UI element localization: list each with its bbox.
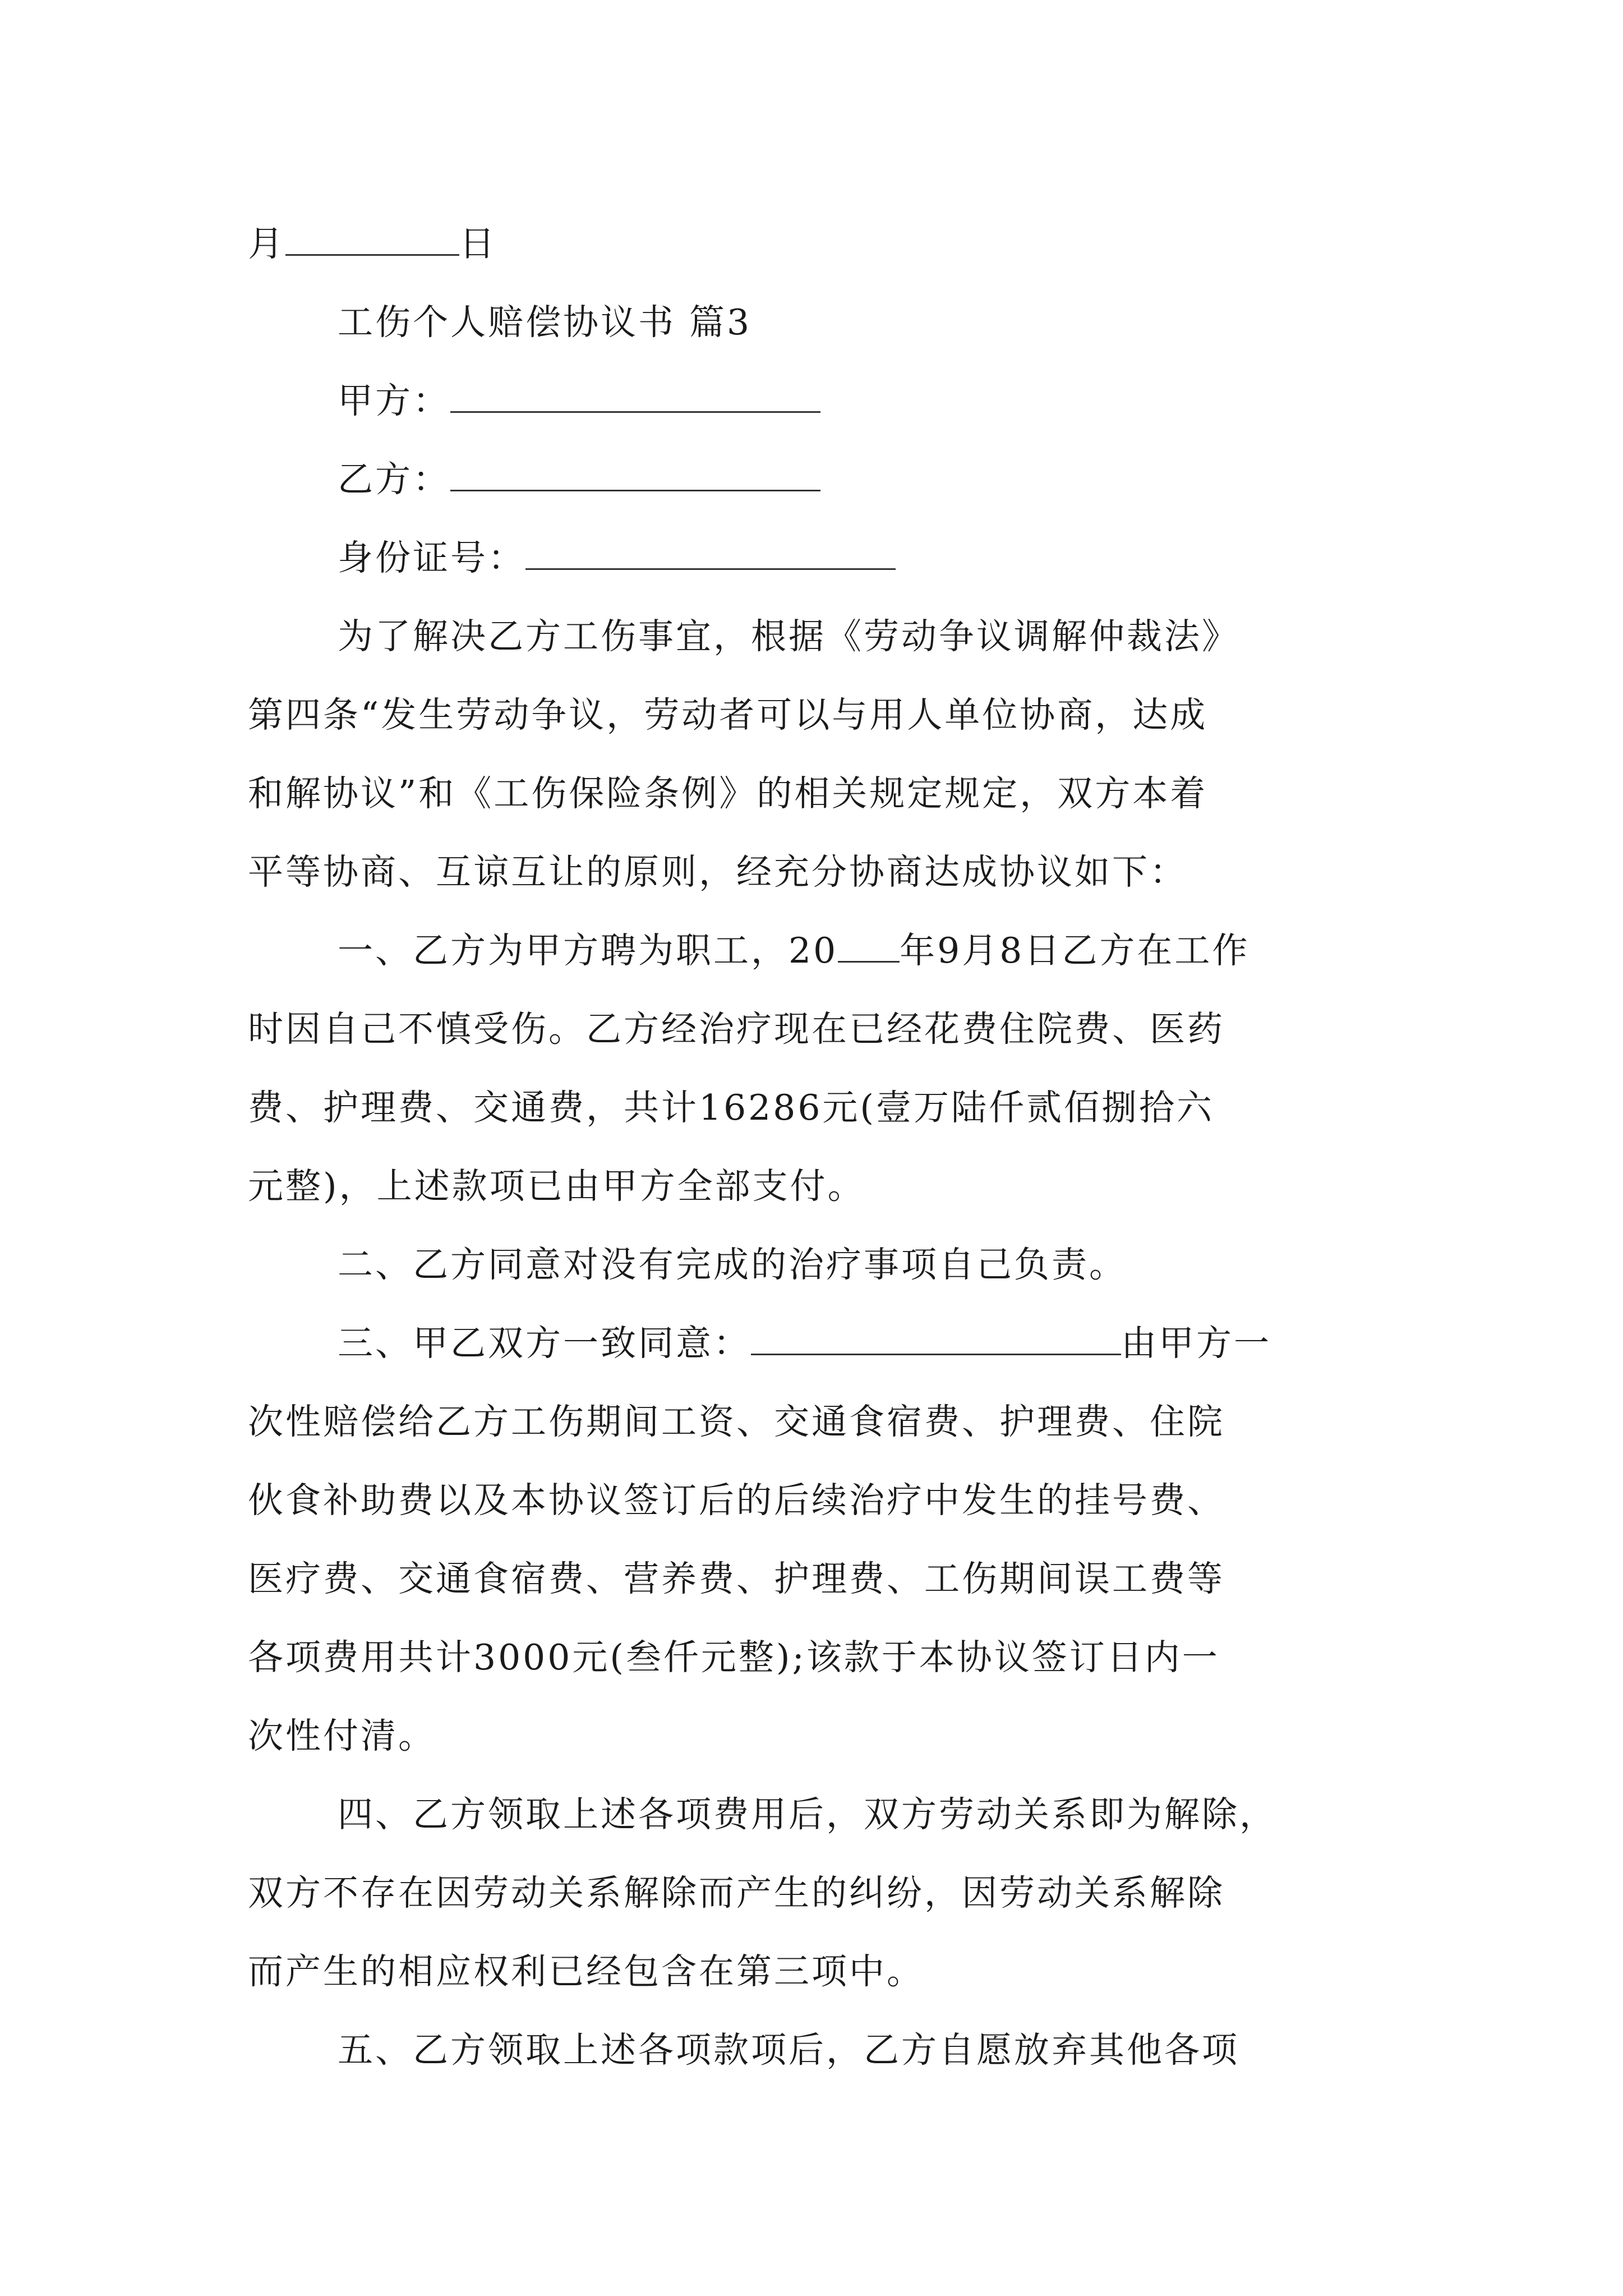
party-a-line (338, 379, 820, 424)
clause-3-text: 由甲方一 (1121, 1323, 1271, 1364)
clause-3-text: 三、甲乙双方一致同意： (338, 1323, 751, 1364)
clause-1-line: 元整)，上述款项已由甲方全部支付。 (248, 1166, 865, 1207)
clause-5-line: 五、乙方领取上述各项款项后，乙方自愿放弃其他各项 (338, 2030, 1239, 2070)
year-blank (838, 928, 900, 963)
clause-1-text: 一、乙方为甲方聘为职工，20 (338, 930, 838, 971)
clause-1-line (338, 928, 1249, 973)
party-a-blank (450, 379, 820, 413)
clause-3-line: 次性付清。 (248, 1715, 436, 1756)
day-label: 日 (459, 223, 497, 264)
clause-2-line: 二、乙方同意对没有完成的治疗事项自己负责。 (338, 1244, 1127, 1285)
clause-1-line: 时因自己不慎受伤。乙方经治疗现在已经花费住院费、医药 (248, 1009, 1225, 1050)
date-line (248, 222, 497, 266)
clause-3-line: 医疗费、交通食宿费、营养费、护理费、工伤期间误工费等 (248, 1558, 1225, 1599)
clause-1-line: 费、护理费、交通费，共计16286元(壹万陆仟贰佰捌拾六 (248, 1087, 1214, 1128)
clause-3-line (338, 1321, 1271, 1366)
clause-3-line: 伙食补助费以及本协议签订后的后续治疗中发生的挂号费、 (248, 1480, 1225, 1521)
clause-3-line: 次性赔偿给乙方工伤期间工资、交通食宿费、护理费、住院 (248, 1401, 1225, 1442)
party-a-label: 甲方： (338, 380, 450, 421)
party-b-line (338, 457, 820, 502)
id-number-label: 身份证号： (338, 537, 525, 578)
clause-3-line: 各项费用共计3000元(叁仟元整);该款于本协议签订日内一 (248, 1637, 1220, 1678)
intro-line: 平等协商、互谅互让的原则，经充分协商达成协议如下： (248, 852, 1187, 892)
agreement-blank (751, 1321, 1121, 1355)
intro-line: 和解协议”和《工伤保险条例》的相关规定规定，双方本着 (248, 773, 1208, 814)
id-number-blank (525, 536, 896, 570)
intro-line: 为了解决乙方工伤事宜，根据《劳动争议调解仲裁法》 (338, 616, 1239, 657)
day-blank (285, 222, 459, 256)
party-b-label: 乙方： (338, 459, 450, 500)
id-number-line (338, 536, 896, 581)
clause-4-line: 而产生的相应权利已经包含在第三项中。 (248, 1951, 924, 1992)
clause-4-line: 双方不存在因劳动关系解除而产生的纠纷，因劳动关系解除 (248, 1872, 1225, 1913)
intro-line: 第四条“发生劳动争议，劳动者可以与用人单位协商，达成 (248, 694, 1208, 735)
month-label: 月 (248, 223, 285, 264)
party-b-blank (450, 457, 820, 491)
clause-1-text: 年9月8日乙方在工作 (900, 930, 1250, 971)
document-title: 工伤个人赔偿协议书 篇3 (338, 302, 752, 343)
clause-4-line: 四、乙方领取上述各项费用后，双方劳动关系即为解除， (338, 1794, 1277, 1835)
